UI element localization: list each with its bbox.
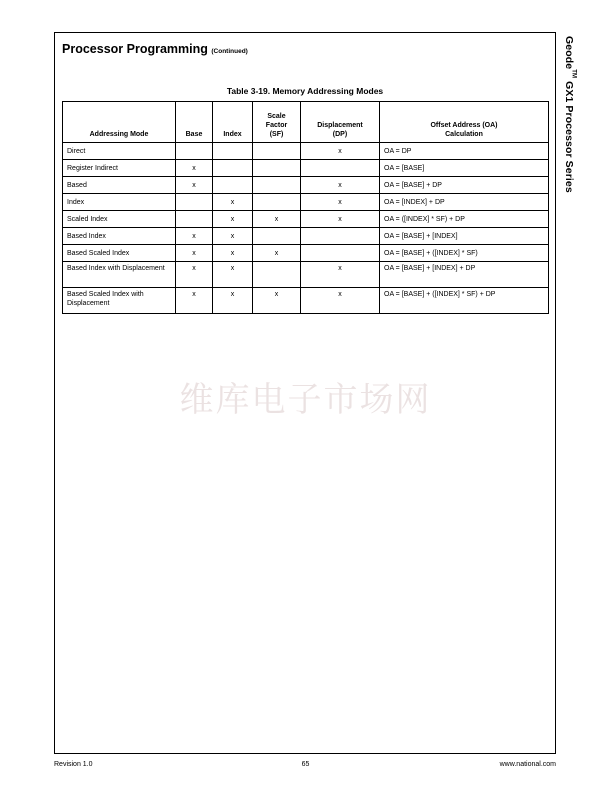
header-sf-line3: (SF) <box>269 131 284 138</box>
table-row <box>63 228 549 245</box>
cell-sf: x <box>253 288 301 314</box>
cell-index: x <box>213 288 253 314</box>
header-addressing-mode: Addressing Mode <box>63 102 176 143</box>
header-base: Base <box>176 102 213 143</box>
cell-index: x <box>213 211 253 228</box>
cell-dp: x <box>301 143 380 160</box>
side-title <box>563 36 577 193</box>
cell-dp: x <box>301 177 380 194</box>
footer-revision: Revision 1.0 <box>54 761 93 768</box>
header-oa-line2: Calculation <box>445 131 483 138</box>
cell-dp: x <box>301 211 380 228</box>
cell-oa: OA = DP <box>380 143 549 160</box>
cell-oa: OA = [BASE] + [INDEX] <box>380 228 549 245</box>
side-title-main: Geode <box>563 36 575 70</box>
footer-page-number: 65 <box>301 761 310 768</box>
section-title-suffix: (Continued) <box>211 48 248 55</box>
header-displacement <box>301 102 380 143</box>
cell-index: x <box>213 262 253 288</box>
cell-index <box>213 160 253 177</box>
footer-website[interactable]: www.national.com <box>499 761 556 768</box>
cell-mode: Based Scaled Index <box>63 245 176 262</box>
cell-oa: OA = [BASE] + DP <box>380 177 549 194</box>
cell-base: x <box>176 288 213 314</box>
header-offset-address <box>380 102 549 143</box>
header-sf-line2: Factor <box>265 122 288 129</box>
table-caption: Table 3-19. Memory Addressing Modes <box>226 86 384 96</box>
header-dp-line2: (DP) <box>332 131 348 138</box>
cell-sf <box>253 143 301 160</box>
table-row <box>63 177 549 194</box>
header-sf-line1: Scale <box>267 113 286 120</box>
header-scale-factor <box>253 102 301 143</box>
watermark: 维库电子市场网 <box>179 380 432 420</box>
cell-base <box>176 143 213 160</box>
cell-index: x <box>213 245 253 262</box>
cell-base: x <box>176 177 213 194</box>
cell-base: x <box>176 160 213 177</box>
header-oa-line1: Offset Address (OA) <box>430 122 498 129</box>
cell-dp: x <box>301 194 380 211</box>
header-index: Index <box>213 102 253 143</box>
header-dp-line1: Displacement <box>317 122 363 129</box>
cell-sf <box>253 262 301 288</box>
cell-mode: Index <box>63 194 176 211</box>
cell-base: x <box>176 262 213 288</box>
cell-index: x <box>213 228 253 245</box>
cell-index <box>213 143 253 160</box>
cell-mode: Scaled Index <box>63 211 176 228</box>
table-row <box>63 262 549 288</box>
cell-oa: OA = ([INDEX] * SF) + DP <box>380 211 549 228</box>
cell-mode: Register Indirect <box>63 160 176 177</box>
cell-oa: OA = [BASE] + [INDEX] + DP <box>380 262 549 288</box>
cell-index <box>213 177 253 194</box>
cell-sf <box>253 194 301 211</box>
table-row <box>63 288 549 314</box>
cell-dp <box>301 245 380 262</box>
cell-base <box>176 211 213 228</box>
table-row <box>63 143 549 160</box>
cell-mode: Based Scaled Index with Displacement <box>63 288 176 314</box>
table-header-row <box>63 102 549 143</box>
cell-oa: OA = [INDEX] + DP <box>380 194 549 211</box>
cell-dp: x <box>301 262 380 288</box>
side-title-trademark: TM <box>570 69 577 79</box>
table-row <box>63 194 549 211</box>
cell-oa: OA = [BASE] + ([INDEX] * SF) <box>380 245 549 262</box>
cell-mode: Direct <box>63 143 176 160</box>
cell-base: x <box>176 228 213 245</box>
section-title <box>62 42 248 56</box>
cell-sf <box>253 228 301 245</box>
cell-sf <box>253 177 301 194</box>
table-row <box>63 211 549 228</box>
table-row <box>63 245 549 262</box>
cell-mode: Based <box>63 177 176 194</box>
cell-sf <box>253 160 301 177</box>
cell-dp: x <box>301 288 380 314</box>
cell-dp <box>301 160 380 177</box>
addressing-modes-table <box>62 101 549 314</box>
side-title-rest: GX1 Processor Series <box>563 78 575 193</box>
cell-base <box>176 194 213 211</box>
cell-mode: Based Index with Displacement <box>63 262 176 288</box>
cell-oa: OA = [BASE] <box>380 160 549 177</box>
cell-oa: OA = [BASE] + ([INDEX] * SF) + DP <box>380 288 549 314</box>
cell-mode: Based Index <box>63 228 176 245</box>
table-row <box>63 160 549 177</box>
cell-index: x <box>213 194 253 211</box>
cell-sf: x <box>253 211 301 228</box>
section-title-text: Processor Programming <box>62 42 208 56</box>
cell-dp <box>301 228 380 245</box>
cell-base: x <box>176 245 213 262</box>
cell-sf: x <box>253 245 301 262</box>
